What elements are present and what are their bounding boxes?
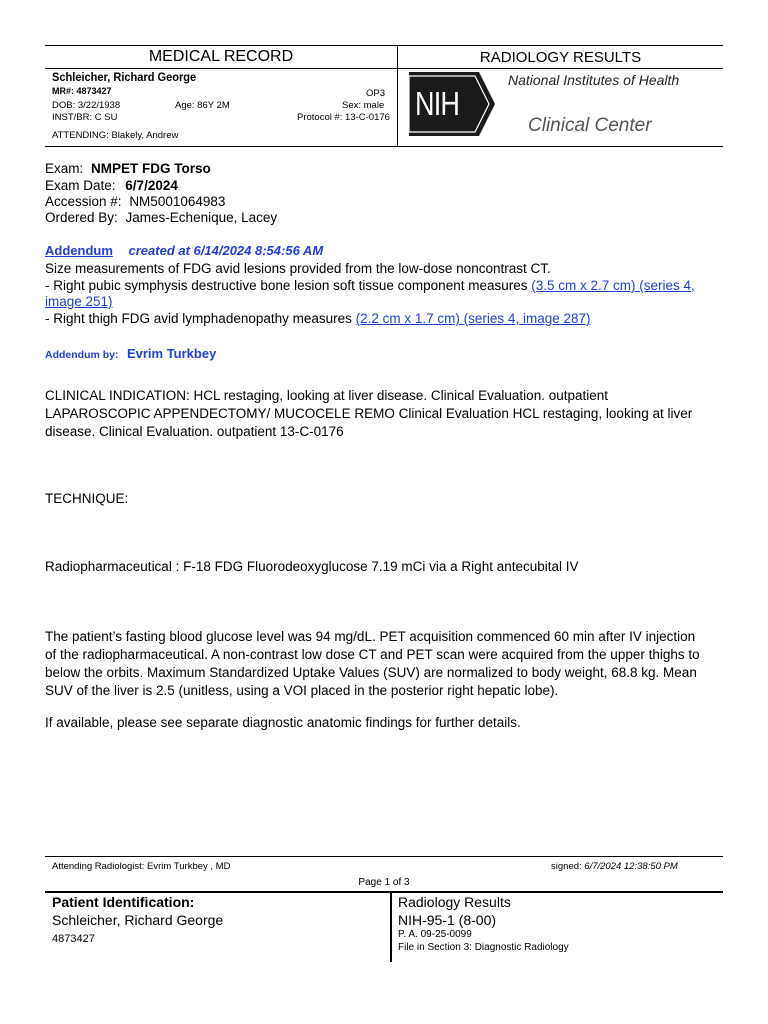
- age: Age: 86Y 2M: [175, 100, 230, 111]
- clinical-indication-line-3: disease. Clinical Evaluation. outpatient 13-C-0176: [45, 424, 344, 439]
- medical-record-title: MEDICAL RECORD: [148, 48, 294, 65]
- protocol-number: Protocol #: 13-C-0176: [297, 112, 390, 123]
- ordered-by-line: [45, 209, 277, 227]
- technique-paragraph: [45, 628, 735, 700]
- exam-date-label: Exam Date:: [45, 178, 116, 193]
- file-in-section: File in Section 3: Diagnostic Radiology: [398, 942, 569, 953]
- patient-name: Schleicher, Richard George: [52, 70, 197, 84]
- clinical-indication: [45, 387, 735, 441]
- pubic-lesion-measurement-link[interactable]: (3.5 cm x 2.7 cm) (series 4,: [531, 278, 695, 293]
- addendum-link[interactable]: Addendum: [45, 243, 113, 258]
- accession-value: NM5001064983: [129, 194, 226, 209]
- ordered-by-value: James-Echenique, Lacey: [125, 210, 278, 225]
- see-separate-findings: If available, please see separate diagnostic anatomic findings for further details.: [45, 715, 521, 730]
- addendum-line-3: [45, 310, 725, 328]
- header-bottom-border: [45, 146, 723, 147]
- technique-paragraph-line-3: below the orbits. Maximum Standardized Uptake Values (SUV) are normalized to body weight, 68.8 kg. Mean: [45, 665, 697, 680]
- pubic-lesion-image-link[interactable]: image 251): [45, 294, 113, 309]
- thigh-lymph-measurement-link[interactable]: (2.2 cm x 1.7 cm) (series 4, image 287): [355, 311, 591, 326]
- form-title: Radiology Results: [398, 894, 511, 910]
- exam-line: [45, 160, 211, 178]
- footer-column-divider: [390, 892, 392, 962]
- addendum-created: created at 6/14/2024 8:54:56 AM: [128, 243, 324, 258]
- footer-top-border: [45, 856, 723, 857]
- technique-paragraph-line-2: of the radiopharmaceutical. A non-contrast low dose CT and PET scan were acquired from the upper thighs to: [45, 647, 700, 662]
- technique-heading: TECHNIQUE:: [45, 491, 129, 506]
- addendum-line-3-text: - Right thigh FDG avid lymphadenopathy measures: [45, 311, 356, 326]
- technique-paragraph-line-4: SUV of the liver is 2.5 (unitless, using a VOI placed in the posterior right hepatic lobe).: [45, 683, 559, 698]
- addendum-line-2-text: - Right pubic symphysis destructive bone lesion soft tissue component measures: [45, 278, 532, 293]
- signed-label: signed:: [551, 861, 582, 872]
- header-title-divider: [45, 68, 723, 69]
- accession-label: Accession #:: [45, 194, 122, 209]
- addendum-line-2-cont: [45, 293, 113, 311]
- clinical-indication-line-2: LAPAROSCOPIC APPENDECTOMY/ MUCOCELE REMO Clinical Evaluation HCL restaging, looking at liver: [45, 406, 693, 421]
- clinical-indication-line-1: CLINICAL INDICATION: HCL restaging, looking at liver disease. Clinical Evaluation. outpatient: [45, 388, 608, 403]
- op-code: OP3: [366, 88, 386, 99]
- institute-name: National Institutes of Health: [508, 72, 680, 88]
- addendum-by-name: Evrim Turkbey: [126, 346, 217, 361]
- addendum-by-line: [45, 345, 216, 363]
- dob: DOB: 3/22/1938: [52, 100, 121, 111]
- nih-logo-text: NIH: [415, 85, 460, 122]
- privacy-act-number: P. A. 09-25-0099: [398, 929, 472, 940]
- signed-line: [551, 861, 678, 872]
- header-top-border: [45, 45, 723, 46]
- patient-id-label: Patient Identification:: [52, 894, 195, 910]
- patient-id-name: Schleicher, Richard George: [52, 912, 224, 928]
- signed-value: 6/7/2024 12:38:50 PM: [584, 861, 678, 872]
- addendum-line-2: [45, 277, 725, 295]
- addendum-heading: [45, 243, 323, 258]
- attending-physician: ATTENDING: Blakely, Andrew: [52, 130, 179, 141]
- radiology-results-title: RADIOLOGY RESULTS: [479, 49, 642, 66]
- page-number: Page 1 of 3: [358, 877, 410, 888]
- patient-id-mr: 4873427: [52, 933, 95, 945]
- addendum-by-label: Addendum by:: [45, 349, 119, 361]
- attending-radiologist: Attending Radiologist: Evrim Turkbey , MD: [52, 861, 231, 872]
- addendum-line-1: Size measurements of FDG avid lesions provided from the low-dose noncontrast CT.: [45, 261, 551, 276]
- exam-date-value: 6/7/2024: [125, 178, 178, 193]
- exam-value: NMPET FDG Torso: [91, 161, 211, 176]
- mr-number: MR#: 4873427: [52, 86, 112, 96]
- footer-id-top-border: [45, 891, 723, 893]
- radiopharmaceutical: Radiopharmaceutical : F-18 FDG Fluorodeoxyglucose 7.19 mCi via a Right antecubital IV: [45, 559, 579, 574]
- clinical-center-name: Clinical Center: [528, 115, 652, 136]
- form-number: NIH-95-1 (8-00): [398, 912, 497, 928]
- sex: Sex: male: [342, 100, 385, 111]
- exam-label: Exam:: [45, 161, 84, 176]
- technique-paragraph-line-1: The patient’s fasting blood glucose level was 94 mg/dL. PET acquisition commenced 60 min after IV injection: [45, 629, 696, 644]
- inst-br: INST/BR: C SU: [52, 112, 118, 123]
- nih-logo: [409, 72, 495, 136]
- ordered-by-label: Ordered By:: [45, 210, 118, 225]
